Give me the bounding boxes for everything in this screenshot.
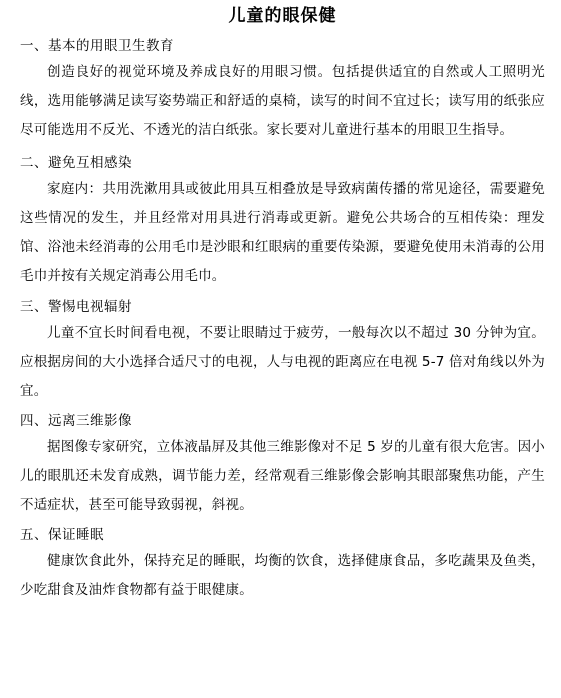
section-body: 据图像专家研究，立体液晶屏及其他三维影像对不足 5 岁的儿童有很大危害。因小儿的眼肌还未发育成熟，调节能力差，经常观看三维影像会影响其眼部聚焦功能，产生不适症状，甚至可能导致弱视，斜视。	[20, 439, 545, 513]
section-tv-radiation	[20, 295, 545, 406]
section-3d-images	[20, 409, 545, 520]
section-body: 家庭内：共用洗漱用具或彼此用具互相叠放是导致病菌传播的常见途径，需要避免这些情况的发生，并且经常对用具进行消毒或更新。避免公共场合的互相传染：理发馆、浴池未经消毒的公用毛巾是沙眼和红眼病的重要传染源，要避免使用未消毒的公用毛巾并按有关规定消毒公用毛巾。	[20, 181, 545, 284]
document-page	[0, 2, 561, 698]
section-heading: 二、避免互相感染	[20, 155, 132, 171]
section-body: 儿童不宜长时间看电视，不要让眼睛过于疲劳，一般每次以不超过 30 分钟为宜。应根据房间的大小选择合适尺寸的电视，人与电视的距离应在电视 5-7 倍对角线以外为宜。	[20, 325, 545, 399]
section-heading: 一、基本的用眼卫生教育	[20, 38, 174, 54]
section-sleep	[20, 523, 545, 605]
section-body: 健康饮食此外，保持充足的睡眠，均衡的饮食，选择健康食品，多吃蔬果及鱼类，少吃甜食及油炸食物都有益于眼健康。	[20, 553, 545, 598]
section-heading: 五、保证睡眠	[20, 527, 104, 543]
section-avoid-infection	[20, 151, 545, 291]
document-title: 儿童的眼保健	[228, 6, 337, 26]
section-heading: 四、远离三维影像	[20, 413, 132, 429]
section-heading: 三、警惕电视辐射	[20, 299, 132, 315]
section-body: 创造良好的视觉环境及养成良好的用眼习惯。包括提供适宜的自然或人工照明光线，选用能够满足读写姿势端正和舒适的桌椅，读写的时间不宜过长；读写用的纸张应尽可能选用不反光、不透光的洁白纸张。家长要对儿童进行基本的用眼卫生指导。	[20, 64, 545, 138]
section-basic-eye-hygiene	[20, 34, 545, 145]
